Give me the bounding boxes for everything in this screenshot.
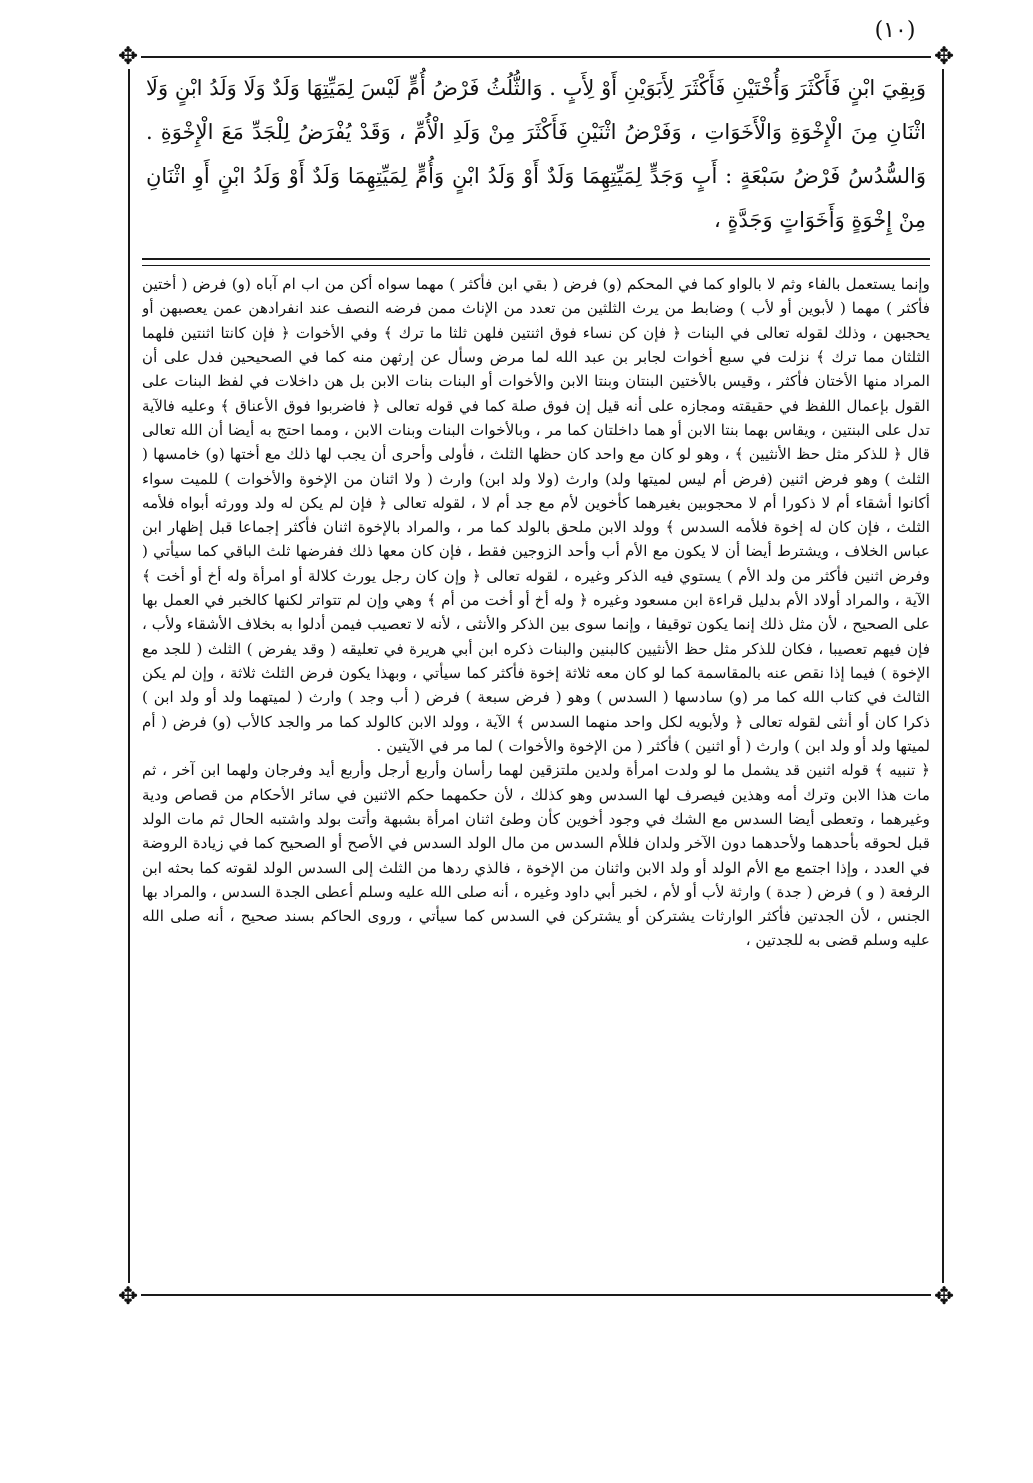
commentary-text xyxy=(142,272,930,1284)
frame-right-rule xyxy=(942,56,944,1296)
frame-left-rule xyxy=(128,56,130,1296)
commentary-paragraph: وإنما يستعمل بالفاء وثم لا بالواو كما في المحكم (و) فرض ( بقي ابن فأكثر ) مهما سواه أكن من اب ام آباه (و) فرض ( أختين فأكثر ) مهما ( لأبوين أو لأب ) وضابط من يرث الثلثين من تعدد من الإناث ممن فرضه النصف عند انفرادهن عمن يعصبهن أو يحجبهن ، وذلك لقوله تعالى في البنات ﴿ فإن كن نساء فوق اثنتين فلهن ثلثا ما ترك ﴾ وفي الأخوات ﴿ فإن كانتا اثنتين فلهما الثلثان مما ترك ﴾ نزلت في سبع أخوات لجابر بن عبد الله لما مرض وسأل عن إرثهن منه كما في الصحيحين فدل على أن المراد منها الأختان فأكثر ، وقيس بالأختين البنتان وبنتا الابن والأخوات أو البنات بنات الابن بل هن داخلات في لفظ البنات على القول بإعمال اللفظ في حقيقته ومجازه على أنه قيل إن فوق صلة كما في قوله تعالى ﴿ فاضربوا فوق الأعناق ﴾ وعليه فالآية تدل على البنتين ، ويقاس بهما بنتا الابن أو هما داخلتان كما مر ، وبالأخوات البنات وبنات الابن ، ومما احتج به أيضا أن الله تعالى قال ﴿ للذكر مثل حظ الأنثيين ﴾ ، وهو لو كان مع واحد كان حظها الثلث ، فأولى وأحرى أن يجب لها ذلك مع أختها (و) خامسها ( الثلث ) وهو فرض اثنين (فرض أم ليس لميتها ولد) وارث (ولا ولد ابن) وارث ( ولا اثنان من الإخوة والأخوات ) للميت سواء أكانوا أشقاء أم لا ذكورا أم لا محجوبين بغيرهما كأخوين لأم مع جد أم لا ، لقوله تعالى ﴿ فإن لم يكن له ولد وورثه أبواه فلأمه الثلث ، فإن كان له إخوة فلأمه السدس ﴾ وولد الابن ملحق بالولد كما مر ، والمراد بالإخوة اثنان فأكثر إجماعا قبل إظهار ابن عباس الخلاف ، ويشترط أيضا أن لا يكون مع الأم أب وأحد الزوجين فقط ، فإن كان معها ذلك ففرضها ثلث الباقي كما سيأتي ( وفرض اثنين فأكثر من ولد الأم ) يستوي فيه الذكر وغيره ، لقوله تعالى ﴿ وإن كان رجل يورث كلالة أو امرأة وله أخ أو أخت ﴾ الآية ، والمراد أولاد الأم بدليل قراءة ابن مسعود وغيره ﴿ وله أخ أو أخت من أم ﴾ وهي وإن لم تتواتر لكنها كالخبر في العمل بها على الصحيح ، لأن مثل ذلك إنما يكون توقيفا ، وإنما سوى بين الذكر والأنثى ، لأنه لا تعصيب فيمن أدلوا به بخلاف الأشقاء ولأب ، فإن فيهم تعصيبا ، فكان للذكر مثل حظ الأنثيين كالبنين والبنات ذكره ابن أبي هريرة في تعليقه ( وقد يفرض ) الثلث ( للجد مع الإخوة ) فيما إذا نقص عنه بالمقاسمة كما لو كان معه ثلاثة إخوة فأكثر كما سيأتي ، وبهذا يكون فرض الثلث ثلاثة ، وإن لم يكن الثالث في كتاب الله كما مر (و) سادسها ( السدس ) وهو ( فرض سبعة ) فرض ( أب وجد ) وارث ( لميتهما ولد أو ولد ابن ) ذكرا كان أو أنثى لقوله تعالى ﴿ ولأبويه لكل واحد منهما السدس ﴾ الآية ، وولد الابن كالولد كما مر والجد كالأب (و) فرض ( أم لميتها ولد أو ولد ابن ) وارث ( أو اثنين ) فأكثر ( من الإخوة والأخوات ) لما مر في الآيتين . xyxy=(142,275,930,755)
matn-text: وَبِقِيَ ابْنٍ فَأَكْثَرَ وَأُخْتَيْنِ فَأَكْثَرَ لِأَبَوَيْنِ أَوْ لِأَبٍ . وَالثُّلُثُ فَرْضُ أُمٍّ لَيْسَ لِمَيِّتِهَا وَلَدٌ وَلَا وَلَدُ ابْنٍ وَلَا اثْنَانِ مِنَ الْإِخْوَةِ وَالْأَخَوَاتِ ، وَفَرْضُ اثْنَيْنِ فَأَكْثَرَ مِنْ وَلَدِ الْأُمِّ ، وَقَدْ يُفْرَضُ لِلْجَدِّ مَعَ الْإِخْوَةِ . وَالسُّدُسُ فَرْضُ سَبْعَةٍ : أَبٍ وَجَدٍّ لِمَيِّتِهِمَا وَلَدٌ أَوْ وَلَدُ ابْنٍ وَأُمٍّ لِمَيِّتِهِمَا وَلَدٌ أَوْ وَلَدُ ابْنٍ أَوِ اثْنَانِ مِنْ إِخْوَةٍ وَأَخَوَاتٍ وَجَدَّةٍ ، xyxy=(146,76,926,232)
page-number: (١٠) xyxy=(874,18,916,43)
frame-top-rule xyxy=(128,56,944,58)
corner-ornament-icon: ✥ xyxy=(115,1283,141,1309)
corner-ornament-icon: ✥ xyxy=(115,43,141,69)
corner-ornament-icon: ✥ xyxy=(931,43,957,69)
tanbih-paragraph: ﴿ تنبيه ﴾ قوله اثنين قد يشمل ما لو ولدت امرأة ولدين ملتزقين لهما رأسان وأربع أرجل وأربع أيد وفرجان ولهما ابن آخر ، ثم مات هذا الابن وترك أمه وهذين فيصرف لها السدس وهو كذلك ، لأن حكمهما حكم الاثنين في سائر الأحكام من قصاص ودية وغيرهما ، وتعطى أيضا السدس مع الشك في وجود أخوين كأن وطئ اثنان امرأة بشبهة وأتت بولد واشتبه الحال ثم مات الولد قبل لحوقه بأحدهما ولأحدهما دون الآخر ولدان فللأم السدس من مال الولد السدس في الأصح أو الصحيح كما في زيادة الروضة في العدد ، وإذا اجتمع مع الأم الولد أو ولد الابن واثنان من الإخوة ، فالذي ردها من الثلث إلى السدس الولد لقوته كما بحثه ابن الرفعة ( و ) فرض ( جدة ) وارثة لأب أو لأم ، لخبر أبي داود وغيره ، أنه صلى الله عليه وسلم أعطى الجدة السدس ، والمراد بها الجنس ، لأن الجدتين فأكثر الوارثات يشتركن أو يشتركن في السدس كما سيأتي ، وروى الحاكم بسند صحيح ، أنه صلى الله عليه وسلم قضى به للجدتين ، xyxy=(142,761,930,950)
page-frame xyxy=(117,42,955,1310)
section-divider xyxy=(142,258,930,266)
corner-ornament-icon: ✥ xyxy=(931,1283,957,1309)
frame-bottom-rule xyxy=(128,1294,944,1296)
